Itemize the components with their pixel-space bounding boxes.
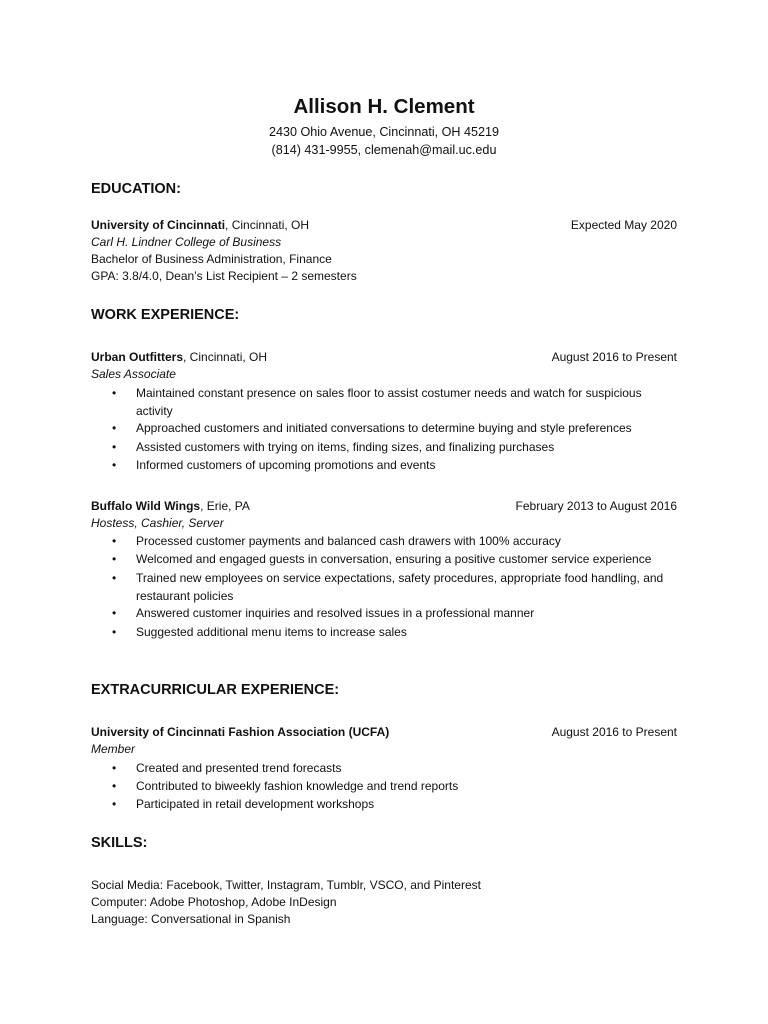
extracurricular-bullet: Created and presented trend forecasts xyxy=(136,761,342,775)
extracurricular-bullet: Participated in retail development workshops xyxy=(136,797,375,811)
job-date: August 2016 to Present xyxy=(551,350,677,364)
job-employer-line xyxy=(91,498,250,515)
job-bullet: Maintained constant presence on sales floor to assist costumer needs and watch for suspicious activity xyxy=(136,386,642,418)
bullet-glyph: • xyxy=(112,571,117,585)
education-gpa: GPA: 3.8/4.0, Dean’s List Recipient – 2 semesters xyxy=(91,269,357,283)
job-title: Hostess, Cashier, Server xyxy=(91,516,224,530)
job-bullet: Processed customer payments and balanced cash drawers with 100% accuracy xyxy=(136,534,561,548)
job-date: February 2013 to August 2016 xyxy=(515,499,677,513)
job-employer: Buffalo Wild Wings xyxy=(91,499,201,513)
bullet-glyph: • xyxy=(112,421,117,435)
education-date: Expected May 2020 xyxy=(570,218,677,232)
job-bullet: Suggested additional menu items to increase sales xyxy=(136,625,407,639)
contact-address: 2430 Ohio Avenue, Cincinnati, OH 45219 xyxy=(268,125,500,139)
education-school-line xyxy=(91,217,309,234)
education-degree: Bachelor of Business Administration, Finance xyxy=(91,252,332,266)
bullet-glyph: • xyxy=(112,458,117,472)
skills-line: Social Media: Facebook, Twitter, Instagram, Tumblr, VSCO, and Pinterest xyxy=(91,878,481,892)
extracurricular-date: August 2016 to Present xyxy=(551,725,677,739)
education-school: University of Cincinnati xyxy=(91,218,226,232)
extracurricular-heading: EXTRACURRICULAR EXPERIENCE: xyxy=(91,682,340,698)
bullet-glyph: • xyxy=(112,779,117,793)
contact-phone-email: (814) 431-9955, clemenah@mail.uc.edu xyxy=(271,143,497,157)
bullet-glyph: • xyxy=(112,440,117,454)
skills-heading: SKILLS: xyxy=(91,835,148,851)
job-title: Sales Associate xyxy=(91,367,176,381)
extracurricular-org: University of Cincinnati Fashion Association (UCFA) xyxy=(91,725,390,739)
job-bullet: Informed customers of upcoming promotions and events xyxy=(136,458,436,472)
job-bullet: Assisted customers with trying on items, finding sizes, and finalizing purchases xyxy=(136,440,555,454)
skills-line: Language: Conversational in Spanish xyxy=(91,912,291,926)
bullet-glyph: • xyxy=(112,761,117,775)
bullet-glyph: • xyxy=(112,552,117,566)
job-bullet: Approached customers and initiated conversations to determine buying and style preferences xyxy=(136,421,632,435)
extracurricular-role: Member xyxy=(91,742,136,756)
job-employer: Urban Outfitters xyxy=(91,350,184,364)
education-heading: EDUCATION: xyxy=(91,181,181,197)
work-heading: WORK EXPERIENCE: xyxy=(91,307,240,323)
skills-line: Computer: Adobe Photoshop, Adobe InDesign xyxy=(91,895,337,909)
education-college: Carl H. Lindner College of Business xyxy=(91,235,282,249)
job-location: , Erie, PA xyxy=(200,499,250,513)
bullet-glyph: • xyxy=(112,797,117,811)
job-location: , Cincinnati, OH xyxy=(183,350,268,364)
bullet-glyph: • xyxy=(112,386,117,400)
job-bullet: Answered customer inquiries and resolved issues in a professional manner xyxy=(136,606,535,620)
extracurricular-bullet: Contributed to biweekly fashion knowledge and trend reports xyxy=(136,779,459,793)
bullet-glyph: • xyxy=(112,606,117,620)
bullet-glyph: • xyxy=(112,625,117,639)
candidate-name: Allison H. Clement xyxy=(293,95,475,118)
job-employer-line xyxy=(91,349,267,366)
bullet-glyph: • xyxy=(112,534,117,548)
education-school-location: , Cincinnati, OH xyxy=(225,218,310,232)
job-bullet: Trained new employees on service expectations, safety procedures, appropriate food handling, and restaurant policies xyxy=(136,571,664,603)
job-bullet: Welcomed and engaged guests in conversation, ensuring a positive customer service experience xyxy=(136,552,652,566)
